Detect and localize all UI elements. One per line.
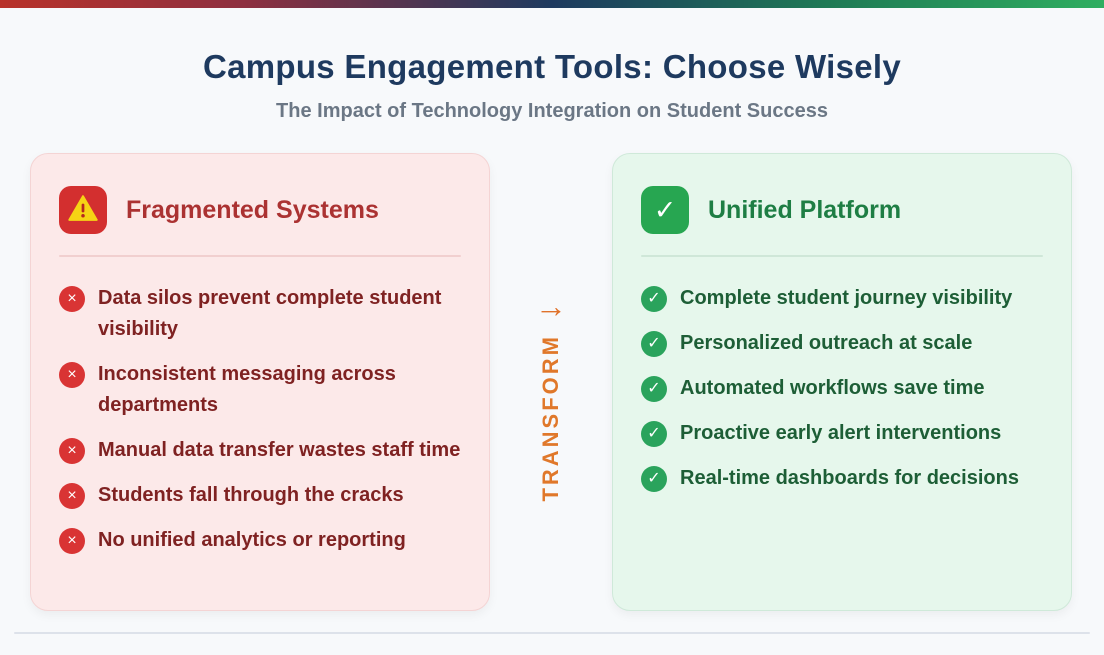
list-item-label: Complete student journey visibility — [680, 287, 1013, 309]
list-item-label: Data silos prevent complete student visibility — [98, 287, 442, 340]
con-list — [59, 283, 461, 556]
check-icon: ✓ — [641, 286, 667, 312]
fragmented-systems-panel — [30, 153, 490, 611]
gradient-accent-bar — [0, 0, 1104, 8]
arrow-right-icon: → — [535, 288, 567, 325]
list-item — [641, 463, 1043, 494]
check-badge — [641, 186, 689, 234]
page-subtitle: The Impact of Technology Integration on Student Success — [276, 100, 828, 122]
list-item-label: Inconsistent messaging across departments — [98, 363, 396, 416]
list-item-label: Real-time dashboards for decisions — [680, 467, 1019, 489]
check-icon: ✓ — [641, 376, 667, 402]
unified-platform-panel — [612, 153, 1072, 611]
left-panel-title: Fragmented Systems — [126, 195, 379, 224]
check-icon: ✓ — [641, 331, 667, 357]
list-item-label: Manual data transfer wastes staff time — [98, 439, 461, 461]
right-header-divider — [641, 255, 1043, 257]
list-item-label: Personalized outreach at scale — [680, 332, 973, 354]
left-header-divider — [59, 255, 461, 257]
warning-triangle-icon — [68, 194, 98, 227]
check-icon: ✓ — [641, 421, 667, 447]
warning-badge — [59, 186, 107, 234]
list-item — [59, 525, 461, 556]
unified-platform-header — [641, 186, 1043, 234]
list-item — [59, 359, 461, 421]
list-item — [641, 373, 1043, 404]
cross-icon: × — [59, 483, 85, 509]
list-item — [59, 480, 461, 511]
right-panel-title: Unified Platform — [708, 195, 902, 224]
transform-label: TRANSFORM — [538, 334, 563, 502]
list-item-label: Students fall through the cracks — [98, 484, 404, 506]
transform-indicator — [490, 153, 612, 611]
check-icon: ✓ — [641, 466, 667, 492]
list-item — [641, 328, 1043, 359]
list-item-label: No unified analytics or reporting — [98, 529, 406, 551]
fragmented-systems-header — [59, 186, 461, 234]
cross-icon: × — [59, 286, 85, 312]
check-icon: ✓ — [653, 194, 677, 225]
cross-icon: × — [59, 528, 85, 554]
page-title: Campus Engagement Tools: Choose Wisely — [202, 48, 902, 85]
bottom-divider — [14, 632, 1090, 634]
cross-icon: × — [59, 438, 85, 464]
list-item-label: Automated workflows save time — [680, 377, 985, 399]
pro-list — [641, 283, 1043, 494]
list-item — [641, 418, 1043, 449]
cross-icon: × — [59, 362, 85, 388]
list-item-label: Proactive early alert interventions — [680, 422, 1002, 444]
list-item — [59, 435, 461, 466]
list-item — [59, 283, 461, 345]
list-item — [641, 283, 1043, 314]
page-header — [0, 8, 1104, 123]
comparison-section — [30, 153, 1072, 611]
